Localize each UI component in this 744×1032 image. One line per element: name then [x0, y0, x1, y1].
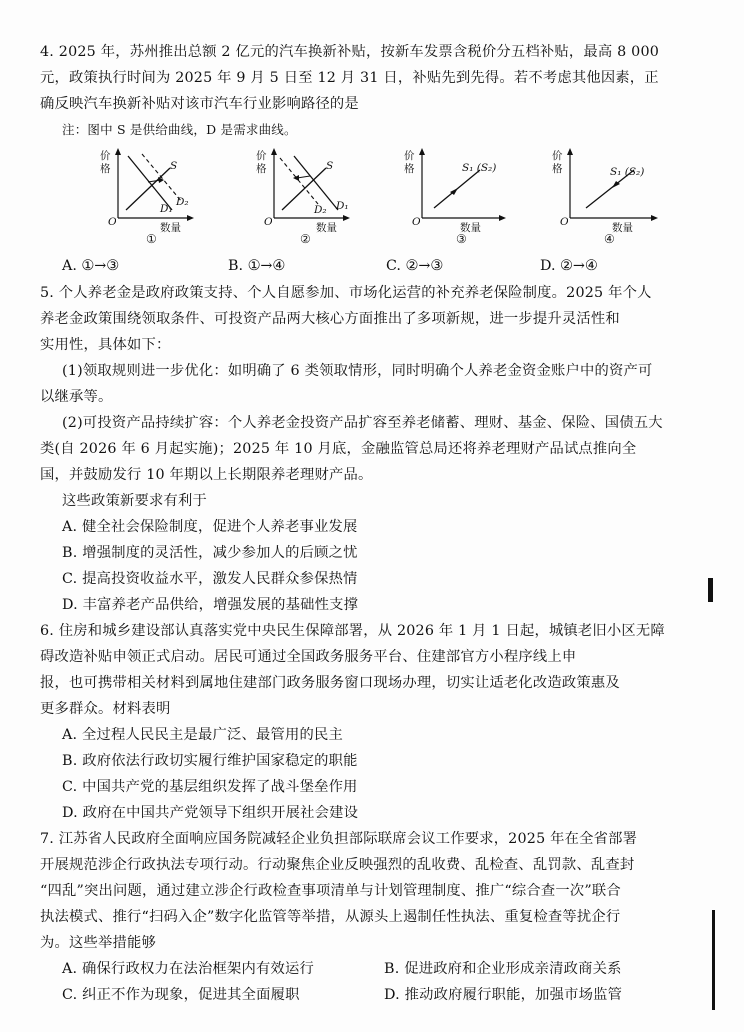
q5-option-c: C. 提高投资收益水平，激发人民群众参保热情 — [62, 571, 358, 587]
graph-2-d1-label: D₁ — [336, 200, 349, 212]
q5-line-8: 国，并鼓励发行 10 年期以上长期限养老理财产品。 — [40, 467, 373, 483]
scan-edge-mark — [712, 910, 715, 1010]
graph-2-caption: ② — [300, 232, 311, 246]
graph-3-xlabel: 数量 — [460, 222, 481, 234]
q6-line-4: 更多群众。材料表明 — [40, 701, 171, 717]
graph-4-xlabel: 数量 — [612, 222, 633, 234]
q7-line-4: 执法模式、推行“扫码入企”数字化监管等举措，从源头上遏制任性执法、重复检查等扰企行 — [40, 909, 621, 925]
graph-1-d2-label: D₂ — [176, 196, 189, 208]
q7-option-a: A. 确保行政权力在法治框架内有效运行 — [62, 961, 314, 977]
q7-option-c: C. 纠正不作为现象，促进其全面履职 — [62, 987, 300, 1003]
graph-4-caption: ④ — [604, 232, 615, 246]
q6-option-b: B. 政府依法行政切实履行维护国家稳定的职能 — [62, 753, 358, 769]
q4-option-a: A. ①→③ — [62, 258, 120, 274]
q4-option-b: B. ①→④ — [228, 258, 286, 274]
q5-line-9: 这些政策新要求有利于 — [62, 493, 207, 509]
graph-3-s-label: S₁ (S₂) — [462, 162, 497, 174]
q5-line-3: 实用性，具体如下： — [40, 337, 171, 353]
graph-2-d2-label: D₂ — [314, 204, 327, 216]
graph-3-origin: O — [412, 216, 421, 228]
q6-option-d: D. 政府在中国共产党领导下组织开展社会建设 — [62, 805, 359, 821]
q4-note: 注：图中 S 是供给曲线，D 是需求曲线。 — [62, 122, 297, 137]
graph-2-ylabel-2: 格 — [256, 163, 267, 175]
graph-4-s-label: S₁ (S₂) — [610, 166, 645, 178]
q7-line-3: “四乱”突出问题，通过建立涉企行政检查事项清单与计划管理制度、推广“综合查一次”联合 — [40, 883, 621, 899]
graph-3 — [386, 146, 536, 246]
graph-1-origin: O — [108, 216, 117, 228]
graph-4-ylabel-1: 价 — [552, 150, 563, 162]
graph-2-ylabel-1: 价 — [256, 150, 267, 162]
graph-2-xlabel: 数量 — [316, 222, 337, 234]
q6-line-2: 碍改造补贴申领正式启动。居民可通过全国政务服务平台、住建部官方小程序线上申 — [40, 649, 577, 665]
q6-option-c: C. 中国共产党的基层组织发挥了战斗堡垒作用 — [62, 779, 358, 795]
q5-line-2: 养老金政策围绕领取条件、可投资产品两大核心方面推出了多项新规，进一步提升灵活性和 — [40, 311, 620, 327]
graph-1-s-label: S — [170, 160, 178, 172]
graph-1-ylabel-2: 格 — [100, 163, 111, 175]
q7-option-b: B. 促进政府和企业形成亲清政商关系 — [384, 961, 622, 977]
graph-4-ylabel-2: 格 — [552, 163, 563, 175]
graph-3-caption: ③ — [456, 232, 467, 246]
scan-edge-mark — [708, 578, 713, 602]
q7-line-2: 开展规范涉企行政执法专项行动。行动聚焦企业反映强烈的乱收费、乱检查、乱罚款、乱查封 — [40, 857, 635, 873]
q7-option-d: D. 推动政府履行职能，加强市场监管 — [384, 987, 623, 1003]
q5-line-5: 以继承等。 — [40, 389, 113, 405]
q4-line-1: 4. 2025 年，苏州推出总额 2 亿元的汽车换新补贴，按新车发票含税价分五档补贴，最高 8 000 — [40, 44, 660, 60]
q4-option-c: C. ②→③ — [386, 258, 444, 274]
q5-line-7: 类(自 2026 年 6 月起实施)；2025 年 10 月底，金融监管总局还将养老理财产品试点推向全 — [40, 441, 637, 457]
graph-1 — [82, 146, 232, 246]
q4-option-d: D. ②→④ — [540, 258, 598, 274]
graph-2-origin: O — [264, 216, 273, 228]
q6-line-3: 报，也可携带相关材料到属地住建部门政务服务窗口现场办理，切实让适老化改造政策惠及 — [40, 675, 620, 691]
q5-line-6: (2)可投资产品持续扩容：个人养老金投资产品扩容至养老储蓄、理财、基金、保险、国债五大 — [62, 415, 663, 431]
q5-option-d: D. 丰富养老产品供给，增强发展的基础性支撑 — [62, 597, 359, 613]
graph-3-ylabel-1: 价 — [404, 150, 415, 162]
q6-option-a: A. 全过程人民民主是最广泛、最管用的民主 — [62, 727, 343, 743]
graph-4-origin: O — [560, 216, 569, 228]
graph-1-ylabel-1: 价 — [100, 150, 111, 162]
q5-option-a: A. 健全社会保险制度，促进个人养老事业发展 — [62, 519, 358, 535]
q7-line-1: 7. 江苏省人民政府全面响应国务院减轻企业负担部际联席会议工作要求，2025 年在全省部署 — [40, 831, 638, 847]
graph-2-s-label: S — [326, 160, 334, 172]
q5-line-1: 5. 个人养老金是政府政策支持、个人自愿参加、市场化运营的补充养老保险制度。2025 年个人 — [40, 285, 652, 301]
graph-1-caption: ① — [146, 232, 157, 246]
graph-1-xlabel: 数量 — [160, 222, 181, 234]
q4-line-2: 元，政策执行时间为 2025 年 9 月 5 日至 12 月 31 日，补贴先到先得。若不考虑其他因素，正 — [40, 70, 659, 86]
graph-2 — [238, 146, 388, 246]
graph-1-d1-label: D₁ — [160, 203, 173, 215]
q5-line-4: (1)领取规则进一步优化：如明确了 6 类领取情形，同时明确个人养老金资金账户中的资产可 — [62, 363, 653, 379]
q5-option-b: B. 增强制度的灵活性，减少参加人的后顾之忧 — [62, 545, 358, 561]
graph-4 — [534, 146, 684, 246]
q7-line-5: 为。这些举措能够 — [40, 935, 156, 951]
graph-3-ylabel-2: 格 — [404, 163, 415, 175]
q6-line-1: 6. 住房和城乡建设部认真落实党中央民生保障部署，从 2026 年 1 月 1 日起，城镇老旧小区无障 — [40, 623, 665, 639]
q4-line-3: 确反映汽车换新补贴对该市汽车行业影响路径的是 — [40, 96, 359, 112]
